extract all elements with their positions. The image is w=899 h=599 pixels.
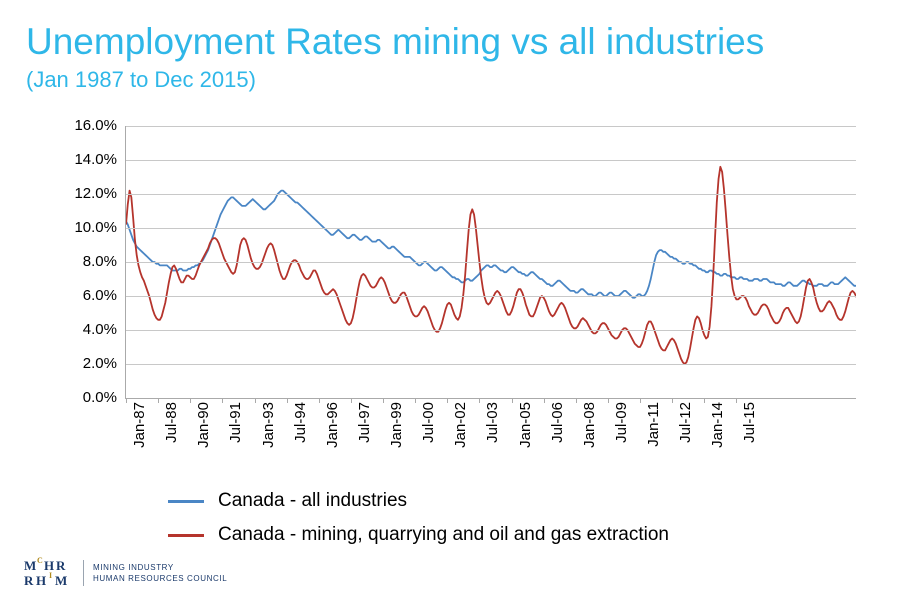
logo-letter-h: H	[44, 558, 55, 573]
x-tick-label: Jul-00	[420, 402, 438, 443]
page-title: Unemployment Rates mining vs all industries	[26, 21, 765, 62]
y-tick-label: 8.0%	[82, 253, 117, 270]
y-tick-label: 2.0%	[82, 355, 117, 372]
x-tick-label: Jan-02	[452, 402, 470, 448]
series-line-mining	[126, 167, 856, 364]
y-tick-label: 10.0%	[74, 219, 117, 236]
logo-wordmark-line1: MINING INDUSTRY	[93, 563, 174, 572]
gridline	[126, 228, 856, 229]
x-tick-label: Jul-09	[612, 402, 630, 443]
y-tick-label: 14.0%	[74, 151, 117, 168]
chart-area	[0, 118, 899, 478]
logo-divider	[83, 560, 84, 586]
gridline	[126, 330, 856, 331]
legend-swatch-mining	[168, 534, 204, 537]
logo-letter-r: R	[56, 558, 66, 573]
x-tick-label: Jan-11	[645, 402, 663, 447]
legend-swatch-all-industries	[168, 500, 204, 503]
x-tick-label: Jul-97	[355, 402, 373, 443]
legend-label-mining: Canada - mining, quarrying and oil and gas extraction	[218, 524, 669, 545]
logo-letter-r2: R	[24, 573, 34, 588]
y-axis-labels	[42, 117, 117, 406]
plot-area	[125, 126, 856, 399]
y-tick-label: 12.0%	[74, 185, 117, 202]
page-subtitle: (Jan 1987 to Dec 2015)	[26, 67, 256, 92]
x-tick-label: Jul-88	[163, 402, 181, 443]
x-axis-labels	[125, 402, 865, 492]
legend-item-mining	[168, 518, 808, 552]
logo-letter-m: M	[24, 558, 37, 573]
x-tick-label: Jan-99	[388, 402, 406, 448]
logo-letter-c: C	[37, 556, 43, 565]
title-block	[26, 20, 866, 94]
x-tick-label: Jul-06	[548, 402, 566, 443]
x-tick-label: Jul-94	[291, 402, 309, 443]
logo-letter-i: I	[49, 571, 53, 580]
x-tick-label: Jan-08	[580, 402, 598, 448]
x-tick-label: Jan-14	[709, 402, 727, 448]
gridline	[126, 262, 856, 263]
logo-wordmark-line2: HUMAN RESOURCES COUNCIL	[93, 574, 228, 583]
x-tick-label: Jul-15	[741, 402, 759, 443]
logo-letter-m2: M	[55, 573, 68, 588]
x-tick-label: Jul-03	[484, 402, 502, 443]
logo-mark	[24, 556, 76, 590]
x-tick-label: Jan-93	[259, 402, 277, 448]
gridline	[126, 160, 856, 161]
x-tick-label: Jan-05	[516, 402, 534, 448]
mihr-logo	[24, 556, 227, 590]
gridline	[126, 126, 856, 127]
x-tick-label: Jan-96	[323, 402, 341, 448]
x-tick-label: Jul-91	[227, 402, 245, 443]
y-tick-label: 16.0%	[74, 117, 117, 134]
series-line-all-industries	[126, 191, 856, 298]
chart-legend	[168, 484, 808, 552]
y-tick-label: 6.0%	[82, 287, 117, 304]
gridline	[126, 296, 856, 297]
x-tick-label: Jan-87	[131, 402, 148, 448]
logo-letter-h2: H	[36, 573, 47, 588]
legend-label-all-industries: Canada - all industries	[218, 490, 408, 511]
gridline	[126, 364, 856, 365]
gridline	[126, 194, 856, 195]
logo-wordmark	[93, 562, 227, 584]
plot-wrapper	[125, 126, 855, 398]
y-tick-label: 4.0%	[82, 321, 117, 338]
x-tick-label: Jan-90	[195, 402, 213, 448]
legend-item-all-industries	[168, 484, 808, 518]
y-tick-label: 0.0%	[82, 389, 117, 406]
x-tick-label: Jul-12	[677, 402, 695, 443]
